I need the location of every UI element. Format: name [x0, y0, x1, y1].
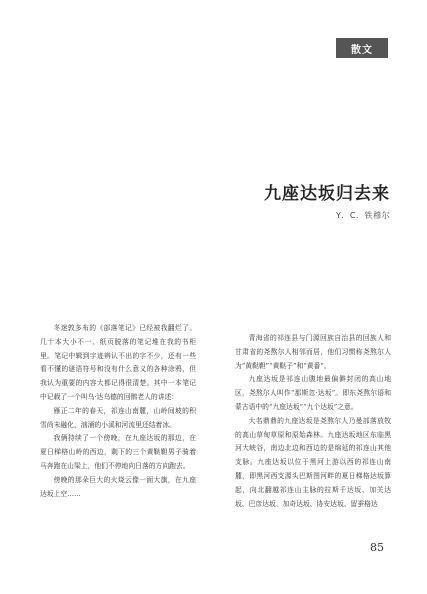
left-paragraph-1: 冬迷敦多布的《部落笔记》已经被我翻烂了。几十本大小不一、纸页脱落的笔记堆在我的书柜里。笔记中辑到宇迹辨认不出的字不少，还有一些看不懂的谜语符号和没有什么意义的各种涂鸦，但我认为重要的内容大都记得很清楚。其中一本笔记中记载了一个叫乌·达乌德的回鹘老人的讲述： [40, 324, 196, 401]
article-title: 九座达坂归去来 [264, 184, 390, 204]
right-paragraph-2: 九座达坂是祁连山腹地最偏僻封闭的高山地区，尧熬尔人叫作“那斯忽·达坂”。即东尧熬尔语和蒙古语中的“九座达坂”“九个达坂”之意。 [235, 375, 391, 411]
left-column [40, 322, 196, 501]
right-paragraph-3: 大名鼎鼎的九座达坂是尧熬尔人乃曼部落放牧的高山草甸草原和原始森林。九座达坂地区东临黑河大峡谷，南边北边和西边的是绵延的祁连山其他支脉。九座达坂以位于黑河上游以西的祁连山南麓，即黑河西支源头巴斯图河畔的夏日梯格达坂算起，向北翻越祁连山主脉的拉斯千达坂、加关达坂、巴彦达坂、加奇达坂、协安达坂、留蚕格达 [235, 416, 391, 508]
section-tag: 散文 [336, 38, 388, 58]
left-paragraph-2: 雁正二年的春天，祁连山南麓，山岭间坡的积雪尚未融化，汹涌的小溪和河流里还结着冰。 [40, 406, 196, 429]
right-paragraph-1: 青海省的祁连县与门源回族自治县的回族人和甘肃省的尧熬尔人相邻而居，他们习惯称尧熬尔人为“黄鞑靼”“黄鞑子”和“黄番”。 [235, 334, 391, 370]
left-paragraph-4: 傍晚的那朵巨大的火烧云像一面大旗，在九座达坂上空…… [40, 475, 196, 498]
page-number: 85 [370, 541, 384, 554]
article-author: Y．C．铁穆尔 [336, 211, 390, 220]
left-paragraph-3: 我俩持续了一个傍晚，在九座达坂的那边，在夏日梯格山岭的西边，剩下的三个黄鞑靼男子骑着马奔跑在山梁上，他们不停地向日落的方向跑去。 [40, 434, 196, 470]
right-column [235, 332, 391, 511]
